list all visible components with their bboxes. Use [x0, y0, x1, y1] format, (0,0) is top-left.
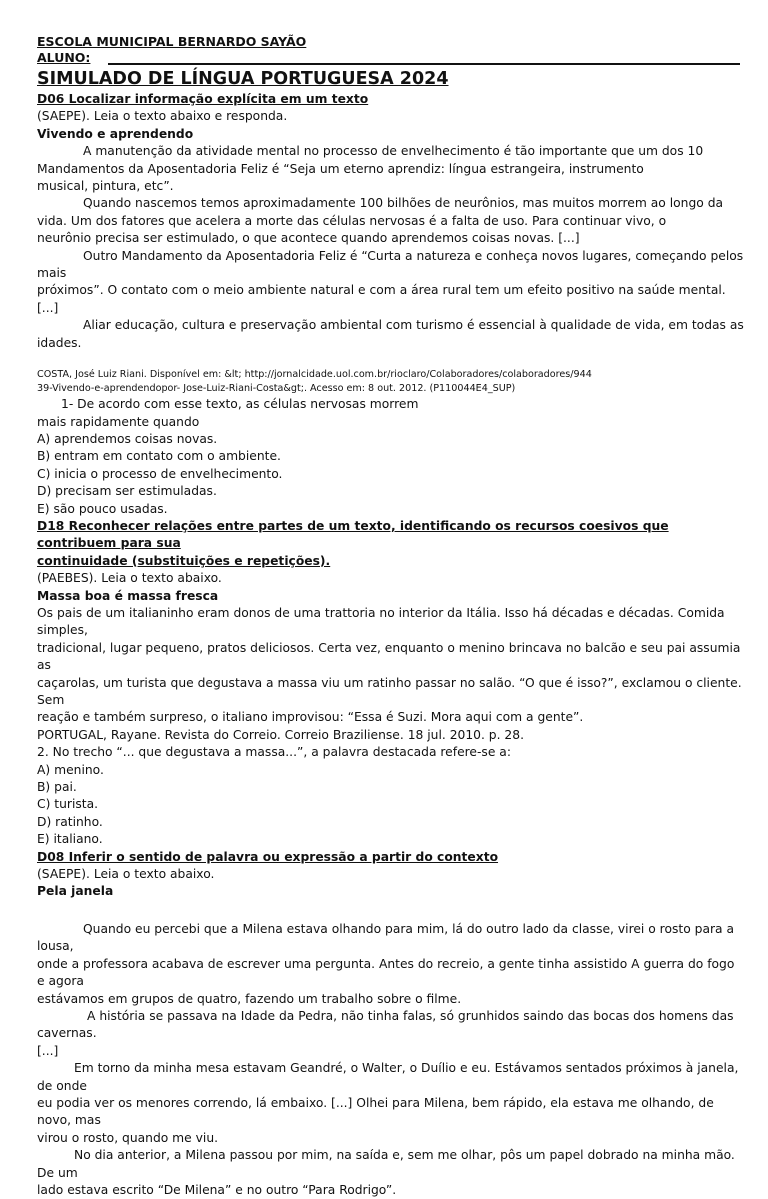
text-line: Os pais de um italianinho eram donos de uma trattoria no interior da Itália. Isso há décadas e décadas. Comida simples,: [37, 605, 725, 638]
source-citation: COSTA, José Luiz Riani. Disponível em: &lt; http://jornalcidade.uol.com.br/rioclaro/Colaboradores/colaboradores/944: [37, 369, 592, 381]
option-d: D) ratinho.: [37, 814, 103, 829]
text-line: neurônio precisa ser estimulado, o que acontece quando aprendemos coisas novas. [...]: [37, 231, 580, 246]
text-title: Vivendo e aprendendo: [37, 126, 194, 141]
page-title: SIMULADO DE LÍNGUA PORTUGUESA 2024: [37, 69, 449, 89]
option-a: A) aprendemos coisas novas.: [37, 431, 218, 446]
text-line: próximos”. O contato com o meio ambiente natural e com a área rural tem um efeito positivo na saúde mental. [...]: [37, 283, 726, 315]
instruction: (SAEPE). Leia o texto abaixo.: [37, 867, 215, 882]
text-line: A manutenção da atividade mental no processo de envelhecimento é tão importante que um dos 10: [83, 144, 704, 159]
instruction: (PAEBES). Leia o texto abaixo.: [37, 571, 222, 586]
text-line: estávamos em grupos de quatro, fazendo um trabalho sobre o filme.: [37, 991, 462, 1006]
question-2: 2. No trecho “... que degustava a massa...”, a palavra destacada refere-se a:: [37, 745, 511, 760]
descriptor-d08: D08 Inferir o sentido de palavra ou expressão a partir do contexto: [37, 849, 499, 864]
student-name-line: [108, 51, 740, 65]
text-line: Quando eu percebi que a Milena estava olhando para mim, lá do outro lado da classe, virei o rosto para a lousa,: [37, 921, 735, 954]
text-title: Pela janela: [37, 884, 114, 899]
text-line: A história se passava na Idade da Pedra, não tinha falas, só grunhidos saindo das bocas dos homens das cavernas.: [37, 1008, 734, 1041]
option-b: B) entram em contato com o ambiente.: [37, 449, 281, 464]
text-line: caçarolas, um turista que degustava a massa viu um ratinho passar no salão. “O que é isso?”, exclamou o cliente. Sem: [37, 675, 742, 707]
student-name-label: ALUNO:: [37, 50, 91, 65]
text-line: lado estava escrito “De Milena” e no outro “Para Rodrigo”.: [37, 1182, 397, 1197]
text-line: tradicional, lugar pequeno, pratos deliciosos. Certa vez, enquanto o menino brincava no balcão e seu pai assumia as: [37, 640, 741, 673]
option-b: B) pai.: [37, 780, 77, 795]
text-line: onde a professora acabava de escrever uma pergunta. Antes do recreio, a gente tinha assistido A guerra do fogo e agora: [37, 956, 735, 989]
text-line: Aliar educação, cultura e preservação ambiental com turismo é essencial à qualidade de vida, em todas as idades.: [37, 318, 744, 350]
descriptor-d18: D18 Reconhecer relações entre partes de um texto, identificando os recursos coesivos que contribuem para sua: [37, 518, 669, 551]
student-name-row: [37, 50, 744, 66]
school-name: ESCOLA MUNICIPAL BERNARDO SAYÃO: [37, 34, 307, 49]
text-line: Mandamentos da Aposentadoria Feliz é “Seja um eterno aprendiz: língua estrangeira, instrumento: [37, 161, 644, 176]
source-citation: 39-Vivendo-e-aprendendopor- Jose-Luiz-Riani-Costa&gt;. Acesso em: 8 out. 2012. (P110044E4_SUP): [37, 383, 516, 395]
text-line: [...]: [37, 1043, 59, 1058]
text-title: Massa boa é massa fresca: [37, 588, 219, 603]
descriptor-d06: D06 Localizar informação explícita em um texto: [37, 92, 369, 106]
option-c: C) turista.: [37, 797, 99, 812]
text-line: Em torno da minha mesa estavam Geandré, o Walter, o Duílio e eu. Estávamos sentados próximos à janela, de onde: [37, 1061, 739, 1093]
text-line: Outro Mandamento da Aposentadoria Feliz é “Curta a natureza e conheça novos lugares, começando pelos mais: [37, 248, 744, 281]
option-e: E) italiano.: [37, 832, 103, 847]
text-line: Quando nascemos temos aproximadamente 100 bilhões de neurônios, mas muitos morrem ao longo da: [83, 196, 724, 211]
text-line: vida. Um dos fatores que acelera a morte das células nervosas é a falta de uso. Para continuar vivo, o: [37, 213, 667, 228]
text-line: No dia anterior, a Milena passou por mim, na saída e, sem me olhar, pôs um papel dobrado na minha mão. De um: [37, 1148, 735, 1180]
descriptor-d18-cont: continuidade (substituições e repetições).: [37, 553, 331, 568]
option-c: C) inicia o processo de envelhecimento.: [37, 466, 283, 481]
option-e: E) são pouco usadas.: [37, 501, 168, 516]
instruction: (SAEPE). Leia o texto abaixo e responda.: [37, 109, 288, 124]
question-1-cont: mais rapidamente quando: [37, 414, 200, 429]
option-a: A) menino.: [37, 762, 104, 777]
option-d: D) precisam ser estimuladas.: [37, 484, 217, 499]
text-line: musical, pintura, etc”.: [37, 179, 174, 194]
text-line: reação e também surpreso, o italiano improvisou: “Essa é Suzi. Mora aqui com a gente”.: [37, 710, 584, 725]
question-1: 1- De acordo com esse texto, as células nervosas morrem: [61, 397, 419, 412]
source-citation: PORTUGAL, Rayane. Revista do Correio. Correio Braziliense. 18 jul. 2010. p. 28.: [37, 727, 524, 742]
text-line: virou o rosto, quando me viu.: [37, 1130, 219, 1145]
text-line: eu podia ver os menores correndo, lá embaixo. [...] Olhei para Milena, bem rápido, ela estava me olhando, de novo, mas: [37, 1095, 714, 1128]
